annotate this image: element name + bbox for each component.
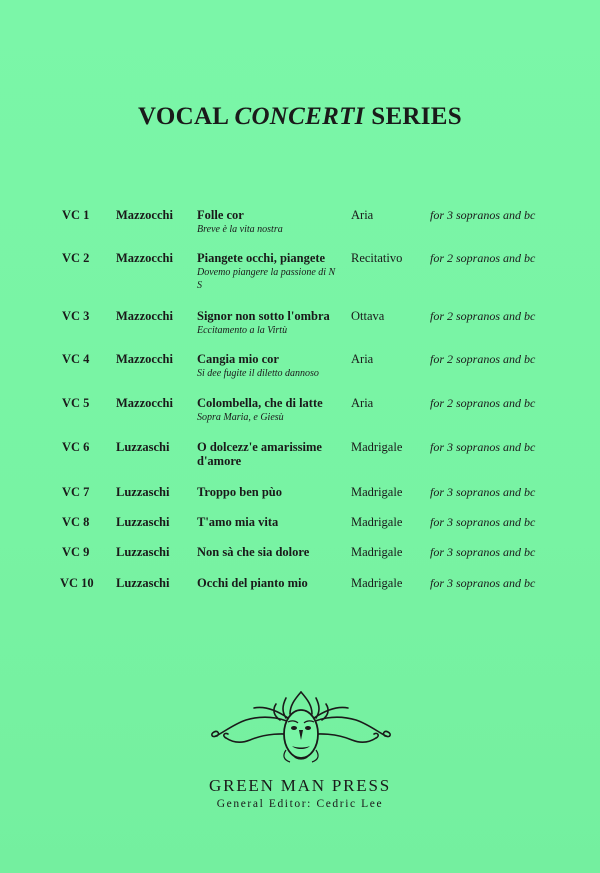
composer: Luzzaschi [116, 440, 170, 454]
work-title: Non sà che sia dolore [197, 545, 310, 559]
work-form: Recitativo [351, 251, 403, 265]
publisher-name: GREEN MAN PRESS [209, 776, 391, 795]
work-scoring: for 3 sopranos and bc [430, 485, 536, 499]
green-man-emblem-icon [206, 688, 396, 766]
work-title-block [197, 251, 352, 292]
composer: Mazzocchi [116, 352, 173, 366]
work-subtitle: Sopra Maria, e Giesù [197, 412, 284, 423]
work-scoring: for 3 sopranos and bc [430, 545, 536, 559]
title-part2: SERIES [364, 103, 462, 130]
composer: Luzzaschi [116, 515, 170, 529]
work-title: Signor non sotto l'ombra [197, 309, 330, 323]
work-scoring: for 2 sopranos and bc [430, 396, 536, 410]
work-scoring: for 2 sopranos and bc [430, 352, 536, 366]
work-subtitle: Eccitamento a la Virtù [197, 325, 288, 336]
work-scoring: for 3 sopranos and bc [430, 208, 536, 222]
title-part1: VOCAL [138, 103, 235, 130]
title-italic: CONCERTI [234, 103, 365, 130]
work-title-block [197, 208, 347, 236]
composer: Luzzaschi [116, 485, 170, 499]
work-subtitle: Breve è la vita nostra [197, 224, 283, 235]
work-title-block [197, 576, 347, 590]
composer: Mazzocchi [116, 309, 173, 323]
work-title: T'amo mia vita [197, 515, 279, 529]
composer: Mazzocchi [116, 208, 173, 222]
work-form: Madrigale [351, 576, 403, 590]
composer: Mazzocchi [116, 251, 173, 265]
catalog-code: VC 1 [62, 208, 90, 222]
work-title: Folle cor [197, 208, 244, 222]
work-subtitle: Si dee fugite il diletto dannoso [197, 368, 319, 379]
catalog-code: VC 6 [62, 440, 90, 454]
work-scoring: for 3 sopranos and bc [430, 515, 536, 529]
catalog-code: VC 3 [62, 309, 90, 323]
catalog-code: VC 10 [60, 576, 94, 590]
work-form: Madrigale [351, 545, 403, 559]
work-title-block [197, 485, 347, 499]
work-title-block [197, 440, 342, 468]
work-form: Ottava [351, 309, 385, 323]
general-editor: General Editor: Cedric Lee [216, 798, 384, 810]
composer: Luzzaschi [116, 576, 170, 590]
work-title: O dolcezz'e amarissime d'amore [197, 440, 322, 468]
work-title: Colombella, che di latte [197, 396, 323, 410]
work-title: Occhi del pianto mio [197, 576, 308, 590]
work-form: Madrigale [351, 440, 403, 454]
work-form: Aria [351, 208, 374, 222]
work-title-block [197, 545, 347, 559]
work-scoring: for 3 sopranos and bc [430, 440, 536, 454]
catalog-code: VC 7 [62, 485, 90, 499]
work-title: Troppo ben pùo [197, 485, 282, 499]
work-title: Cangia mio cor [197, 352, 279, 366]
work-scoring: for 2 sopranos and bc [430, 309, 536, 323]
composer: Mazzocchi [116, 396, 173, 410]
work-scoring: for 3 sopranos and bc [430, 576, 536, 590]
work-scoring: for 2 sopranos and bc [430, 251, 536, 265]
catalog-code: VC 5 [62, 396, 90, 410]
catalog-code: VC 4 [62, 352, 90, 366]
work-form: Aria [351, 396, 374, 410]
work-title-block [197, 309, 352, 337]
work-subtitle: Dovemo piangere la passione di N S [197, 267, 336, 291]
work-title-block [197, 352, 347, 380]
catalog-code: VC 9 [62, 545, 90, 559]
page-title [0, 103, 600, 131]
work-title-block [197, 515, 347, 529]
composer: Luzzaschi [116, 545, 170, 559]
work-form: Madrigale [351, 485, 403, 499]
work-form: Aria [351, 352, 374, 366]
catalog-code: VC 2 [62, 251, 90, 265]
work-title: Piangete occhi, piangete [197, 251, 326, 265]
work-title-block [197, 396, 347, 424]
catalog-code: VC 8 [62, 515, 90, 529]
work-form: Madrigale [351, 515, 403, 529]
